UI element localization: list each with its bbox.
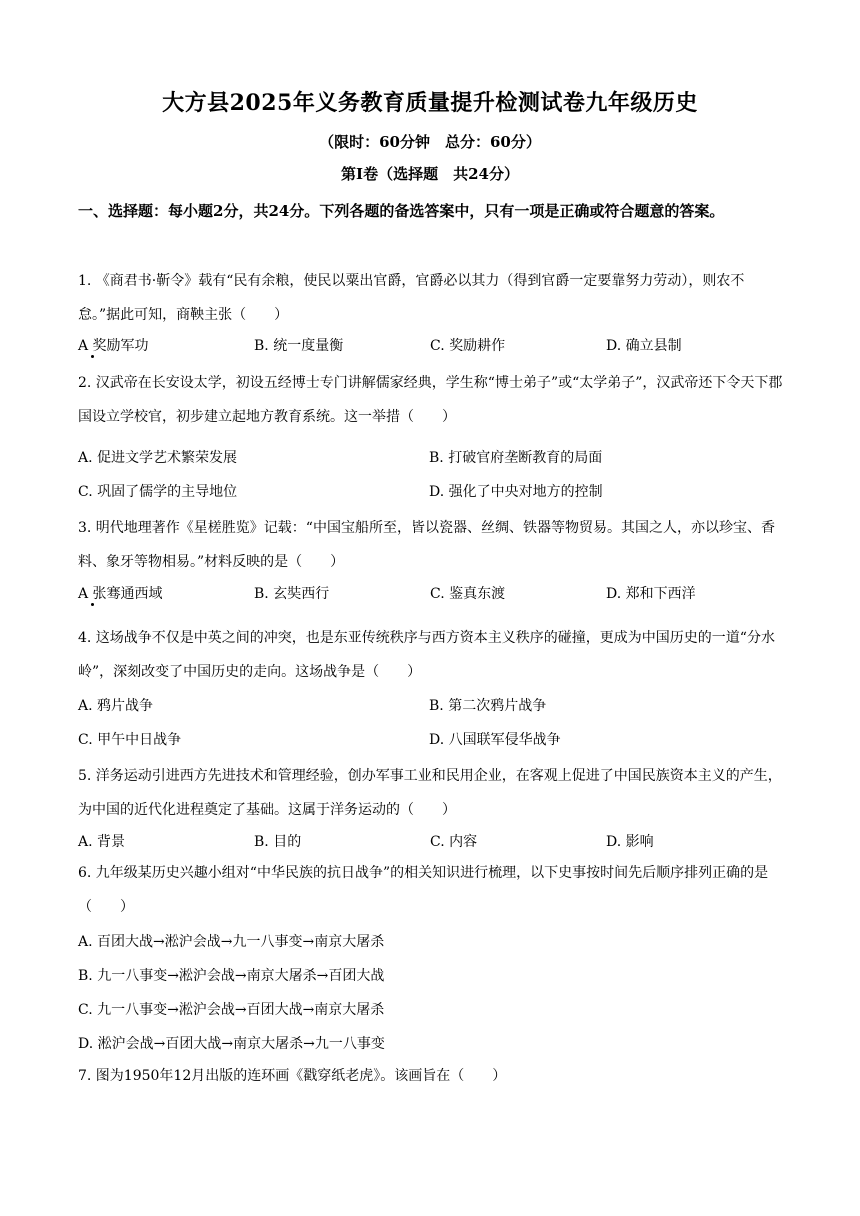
question-6-stem: 6. 九年级某历史兴趣小组对“中华民族的抗日战争”的相关知识进行梳理，以下史事按时间先后顺序排列正确的是（ ） bbox=[78, 865, 769, 915]
question-4-option-a[interactable]: A. 鸦片战争 bbox=[78, 698, 154, 714]
question-6-option-row-c bbox=[78, 999, 784, 1023]
section-heading: 一、选择题：每小题2分，共24分。下列各题的备选答案中，只有一项是正确或符合题意的答案。 bbox=[78, 202, 725, 220]
exam-subtitle: （限时：60分钟 总分：60分） bbox=[319, 133, 541, 151]
question-3-option-c[interactable]: C. 鉴真东渡 bbox=[430, 586, 506, 602]
part-heading: 第Ⅰ卷（选择题 共24分） bbox=[341, 165, 519, 183]
question-1-option-d[interactable]: D. 确立县制 bbox=[606, 338, 682, 354]
question-1-option-a[interactable]: A 奖励军功 bbox=[78, 338, 149, 354]
question-1-stem: 1. 《商君书·靳令》载有“民有余粮，使民以粟出官爵，官爵必以其力（得到官爵一定要靠努力劳动），则农不怠。”据此可知，商鞅主张（ ） bbox=[78, 273, 745, 323]
question-6-option-a[interactable]: A. 百团大战→淞沪会战→九一八事变→南京大屠杀 bbox=[78, 934, 385, 950]
question-2-options-row-2 bbox=[78, 481, 784, 505]
question-2-stem: 2. 汉武帝在长安设太学，初设五经博士专门讲解儒家经典，学生称“博士弟子”或“太学弟子”，汉武帝还下令天下郡国设立学校官，初步建立起地方教育系统。这一举措（ ） bbox=[78, 375, 783, 425]
question-2-option-a[interactable]: A. 促进文学艺术繁荣发展 bbox=[78, 450, 238, 466]
question-5-options bbox=[78, 831, 784, 855]
question-2-options-row-1 bbox=[78, 447, 784, 471]
question-5-option-c[interactable]: C. 内容 bbox=[430, 834, 478, 850]
emphasis-dot bbox=[91, 355, 94, 358]
exam-title: 大方县2025年义务教育质量提升检测试卷九年级历史 bbox=[162, 90, 698, 116]
question-5-option-d[interactable]: D. 影响 bbox=[606, 834, 654, 850]
question-1-options bbox=[78, 335, 784, 359]
question-5-option-a[interactable]: A. 背景 bbox=[78, 834, 126, 850]
question-6-option-row-a bbox=[78, 931, 784, 955]
question-1-option-c[interactable]: C. 奖励耕作 bbox=[430, 338, 506, 354]
emphasis-dot bbox=[91, 603, 94, 606]
question-4-stem: 4. 这场战争不仅是中英之间的冲突，也是东亚传统秩序与西方资本主义秩序的碰撞，更成为中国历史的一道“分水岭”，深刻改变了中国历史的走向。这场战争是（ ） bbox=[78, 630, 775, 680]
question-4-options-row-1 bbox=[78, 695, 784, 719]
question-4-option-d[interactable]: D. 八国联军侵华战争 bbox=[429, 732, 561, 748]
question-5-option-b[interactable]: B. 目的 bbox=[254, 834, 302, 850]
question-6-option-row-d bbox=[78, 1033, 784, 1057]
question-6-option-row-b bbox=[78, 965, 784, 989]
question-4-options-row-2 bbox=[78, 729, 784, 753]
question-6-option-b[interactable]: B. 九一八事变→淞沪会战→南京大屠杀→百团大战 bbox=[78, 968, 385, 984]
question-3-option-a[interactable]: A 张骞通西域 bbox=[78, 586, 163, 602]
question-4-option-c[interactable]: C. 甲午中日战争 bbox=[78, 732, 182, 748]
question-3-stem: 3. 明代地理著作《星槎胜览》记载：“中国宝船所至，皆以瓷器、丝绸、铁器等物贸易。其国之人，亦以珍宝、香料、象牙等物相易。”材料反映的是（ ） bbox=[78, 520, 775, 570]
question-3-options bbox=[78, 583, 784, 607]
question-6-option-d[interactable]: D. 淞沪会战→百团大战→南京大屠杀→九一八事变 bbox=[78, 1036, 385, 1052]
question-2-option-b[interactable]: B. 打破官府垄断教育的局面 bbox=[429, 450, 603, 466]
question-1-option-b[interactable]: B. 统一度量衡 bbox=[254, 338, 344, 354]
question-3-option-b[interactable]: B. 玄奘西行 bbox=[254, 586, 330, 602]
question-4-option-b[interactable]: B. 第二次鸦片战争 bbox=[429, 698, 547, 714]
question-2-option-c[interactable]: C. 巩固了儒学的主导地位 bbox=[78, 484, 238, 500]
question-2-option-d[interactable]: D. 强化了中央对地方的控制 bbox=[429, 484, 603, 500]
question-3-option-d[interactable]: D. 郑和下西洋 bbox=[606, 586, 696, 602]
question-5-stem: 5. 洋务运动引进西方先进技术和管理经验，创办军事工业和民用企业，在客观上促进了中国民族资本主义的产生，为中国的近代化进程奠定了基础。这属于洋务运动的（ ） bbox=[78, 768, 782, 818]
question-6-option-c[interactable]: C. 九一八事变→淞沪会战→百团大战→南京大屠杀 bbox=[78, 1002, 385, 1018]
question-7-stem: 7. 图为1950年12月出版的连环画《戳穿纸老虎》。该画旨在（ ） bbox=[78, 1068, 507, 1084]
